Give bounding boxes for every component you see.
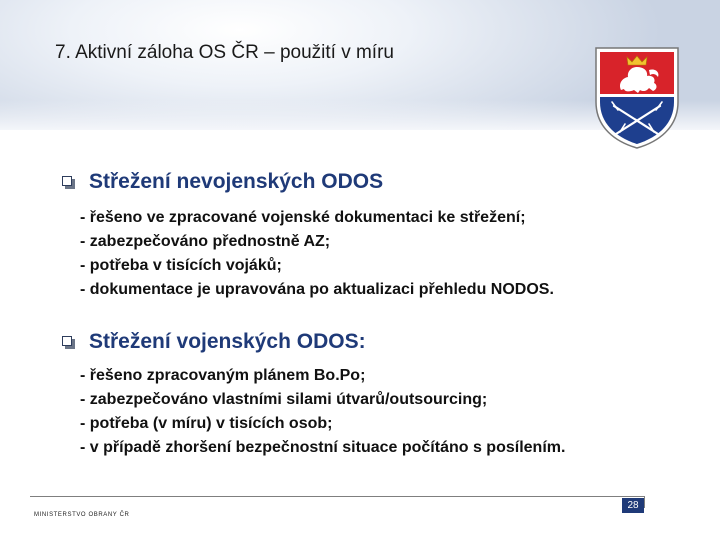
list-item: - potřeba (v míru) v tisících osob;: [80, 415, 333, 432]
section-heading: Střežení vojenských ODOS:: [89, 330, 366, 353]
section-heading: Střežení nevojenských ODOS: [89, 170, 384, 193]
list-item: - dokumentace je upravována po aktualizaci přehledu NODOS.: [80, 281, 554, 298]
section-list: [80, 364, 565, 460]
square-bullet-icon: [62, 336, 75, 349]
square-bullet-icon: [62, 176, 75, 189]
list-item: - řešeno zpracovaným plánem Bo.Po;: [80, 367, 366, 384]
ministry-label: MINISTERSTVO OBRANY ČR: [34, 512, 130, 518]
list-item: - zabezpečováno přednostně AZ;: [80, 233, 331, 250]
footer-divider: [30, 496, 645, 497]
list-item: - potřeba v tisících vojáků;: [80, 257, 282, 274]
section-heading-row: [62, 330, 366, 354]
section-list: [80, 206, 554, 302]
list-item: - zabezpečováno vlastními silami útvarů/outsourcing;: [80, 391, 488, 408]
list-item: - řešeno ve zpracované vojenské dokumentaci ke střežení;: [80, 209, 526, 226]
footer-divider-tick: [644, 496, 645, 508]
list-item: - v případě zhoršení bezpečnostní situace počítáno s posílením.: [80, 439, 566, 456]
slide-title: 7. Aktivní záloha OS ČR – použití v míru: [55, 42, 394, 63]
section-heading-row: [62, 170, 383, 194]
page-number-badge: 28: [622, 498, 644, 513]
army-coat-of-arms-icon: [594, 44, 680, 150]
